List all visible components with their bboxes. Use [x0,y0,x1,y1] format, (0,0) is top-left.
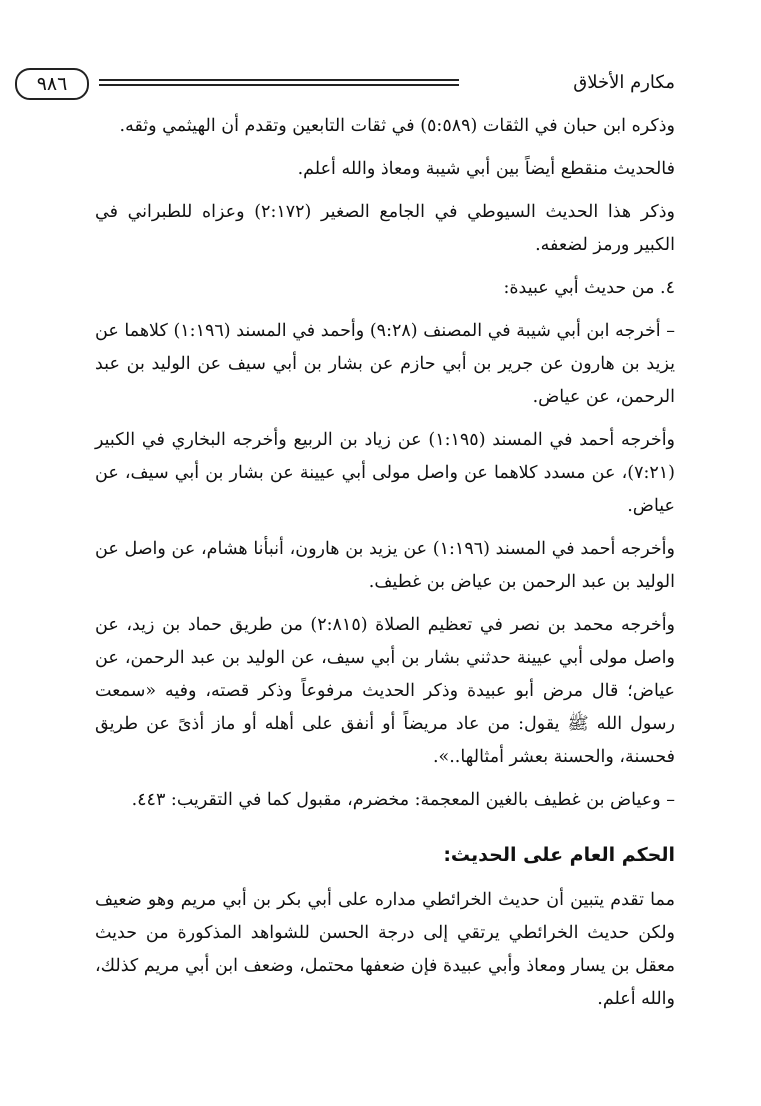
paragraph: مما تقدم يتبين أن حديث الخرائطي مداره على أبي بكر بن أبي مريم وهو ضعيف ولكن حديث الخرائطي يرتقي إلى درجة الحسن للشواهد المذكورة من حديث معقل بن يسار ومعاذ وأبي عبيدة فإن ضعفها محتمل، وضعف ابن أبي مريم كذلك، والله أعلم. [95,890,675,1009]
section-label: ٤. من حديث أبي عبيدة: [503,278,675,298]
paragraph: وأخرجه أحمد في المسند (١:١٩٥) عن زياد بن الربيع وأخرجه البخاري في الكبير (٧:٢١)، عن مسدد كلاهما عن واصل مولى أبي عيينة عن بشار بن أبي سيف، عن عياض. [95,430,676,516]
paragraph: وذكر هذا الحديث السيوطي في الجامع الصغير (٢:١٧٢) وعزاه للطبراني في الكبير ورمز لضعفه. [95,202,675,255]
paragraph: وأخرجه أحمد في المسند (١:١٩٦) عن يزيد بن هارون، أنبأنا هشام، عن واصل عن الوليد بن عبد الرحمن بن عياض بن غطيف. [95,539,675,592]
section-heading: الحكم العام على الحديث: [443,844,675,866]
paragraph: وأخرجه محمد بن نصر في تعظيم الصلاة (٢:٨١٥) من طريق حماد بن زيد، عن واصل مولى أبي عيينة حدثني بشار بن أبي سيف، عن الوليد بن عبد الرحمن، عن عياض؛ قال مرض أبو عبيدة وذكر الحديث مرفوعاً وذكر قصته، وفيه «سمعت رسول الله ﷺ يقول: من عاد مريضاً أو أنفق على أهله أو ماز أذىً عن طريق فحسنة، والحسنة بعشر أمثالها..». [95,615,676,767]
header-rule [99,79,459,89]
page-body [95,110,675,1026]
paragraph: – أخرجه ابن أبي شيبة في المصنف (٩:٢٨) وأحمد في المسند (١:١٩٦) كلاهما عن يزيد بن هارون عن جرير بن أبي حازم عن بشار بن أبي سيف عن الوليد بن عبد الرحمن، عن عياض. [95,321,676,407]
paragraph: وذكره ابن حبان في الثقات (٥:٥٨٩) في ثقات التابعين وتقدم أن الهيثمي وثقه. [119,116,675,136]
page-number: ٩٨٦ [15,68,89,100]
book-title: مكارم الأخلاق [573,72,675,93]
paragraph: – وعياض بن غطيف بالغين المعجمة: مخضرم، مقبول كما في التقريب: ٤٤٣. [131,790,675,810]
paragraph: فالحديث منقطع أيضاً بين أبي شيبة ومعاذ والله أعلم. [297,159,675,179]
page-header [36,68,675,102]
